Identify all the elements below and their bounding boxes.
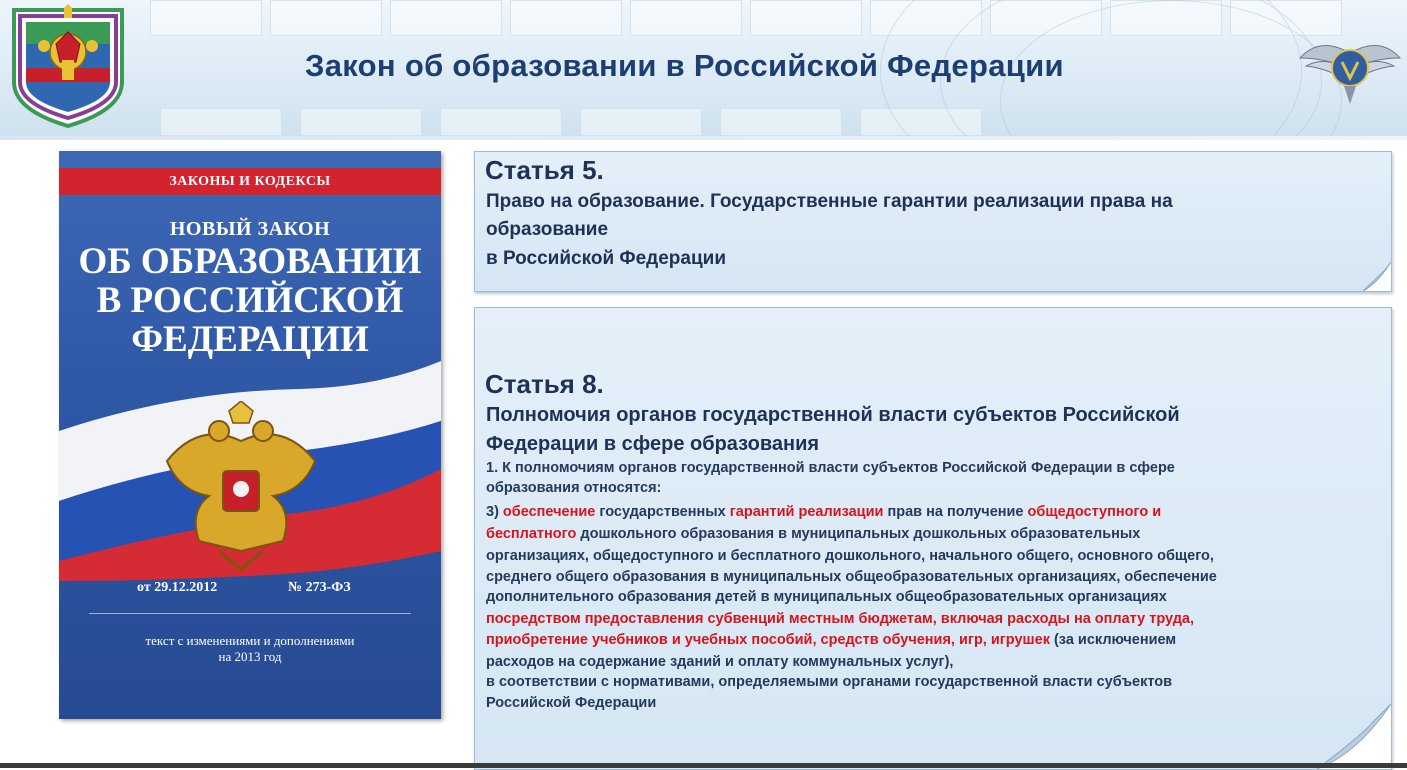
header-decor [440, 108, 562, 136]
highlighted-text: общедоступного и [1027, 504, 1162, 520]
page-curl-icon [1317, 704, 1391, 769]
highlighted-line: посредством предоставления субвенций местным бюджетам, включая расходы на оплату труда, [486, 611, 1195, 627]
book-subtitle: НОВЫЙ ЗАКОН [169, 218, 331, 240]
header-banner [0, 0, 1407, 136]
book-divider [89, 613, 411, 614]
double-headed-eagle-icon [159, 401, 324, 571]
book-series-label: ЗАКОНЫ И КОДЕКСЫ [169, 173, 331, 189]
header-decor [630, 0, 742, 36]
article-8-item-line: в соответствии с нормативами, определяемыми органами государственной власти субъектов [486, 674, 1173, 690]
header-decor [150, 0, 262, 36]
article-5-title-line: в Российской Федерации [486, 248, 727, 269]
article-5-title-line: Право на образование. Государственные гарантии реализации права на [486, 191, 1173, 212]
header-decor [270, 0, 382, 36]
article-5-panel [474, 151, 1392, 292]
book-title-line: В РОССИЙСКОЙ [96, 280, 404, 321]
article-8-item-line [486, 525, 1386, 545]
article-8-panel [474, 307, 1392, 770]
page-title: Закон об образовании в Российской Федерации [305, 48, 1064, 83]
header-decor [160, 108, 282, 136]
article-8-title-line: Федерации в сфере образования [486, 433, 820, 455]
bottom-bar [0, 763, 1407, 768]
header-decor [390, 0, 502, 36]
article-5-heading: Статья 5. [485, 155, 604, 185]
text-run: прав на получение [883, 504, 1028, 520]
article-5-title-line: образование [486, 219, 609, 240]
highlighted-text: приобретение учебников и учебных пособий, средств обучения, игр, игрушек [486, 632, 1050, 648]
book-date: от 29.12.2012 [137, 580, 218, 595]
article-8-item-line [486, 631, 1386, 651]
header-decor [720, 108, 842, 136]
header-divider [0, 136, 1407, 140]
article-8-paragraph-line: 1. К полномочиям органов государственной власти субъектов Российской Федерации в сфере [486, 460, 1175, 476]
article-8-item-line: организациях, общедоступного и бесплатного дошкольного, начального общего, основного общего, [486, 548, 1214, 564]
article-8-item-line: Российской Федерации [486, 695, 657, 711]
article-8-title-line: Полномочия органов государственной власти субъектов Российской [486, 404, 1180, 426]
header-decor [580, 108, 702, 136]
text-run: (за исключением [1049, 632, 1177, 648]
highlighted-text: бесплатного [486, 526, 577, 542]
article-8-heading: Статья 8. [485, 369, 604, 399]
text-run: дошкольного образования в муниципальных дошкольных образовательных [576, 526, 1141, 542]
article-8-item-line [486, 503, 1386, 523]
article-8-paragraph-line: образования относятся: [486, 480, 662, 496]
highlighted-text: гарантий реализации [729, 504, 884, 520]
education-ministry-emblem-icon [1298, 28, 1402, 108]
book-law-number: № 273-ФЗ [288, 580, 351, 595]
article-8-item-line: дополнительного образования детей в муниципальных общеобразовательных организациях [486, 589, 1167, 605]
header-decor [510, 0, 622, 36]
book-title-line: ОБ ОБРАЗОВАНИИ [78, 241, 422, 282]
article-8-item-line: расходов на содержание зданий и оплату коммунальных услуг), [486, 654, 954, 670]
highlighted-text: обеспечение [502, 504, 596, 520]
page-curl-icon [1363, 262, 1391, 291]
book-title-line: ФЕДЕРАЦИИ [131, 319, 369, 360]
book-edition-line: текст с изменениями и дополнениями [145, 633, 355, 648]
text-run: государственных [595, 504, 730, 520]
book-edition-line: на 2013 год [218, 649, 282, 664]
book-series-band [59, 168, 441, 195]
header-decor [750, 0, 862, 36]
krasnodar-coat-of-arms-icon [6, 4, 130, 130]
book-cover-image [59, 151, 441, 719]
text-run: 3) [486, 504, 503, 520]
header-decor [300, 108, 422, 136]
article-8-item-line: среднего общего образования в муниципальных общеобразовательных организациях, обеспечение [486, 569, 1217, 585]
